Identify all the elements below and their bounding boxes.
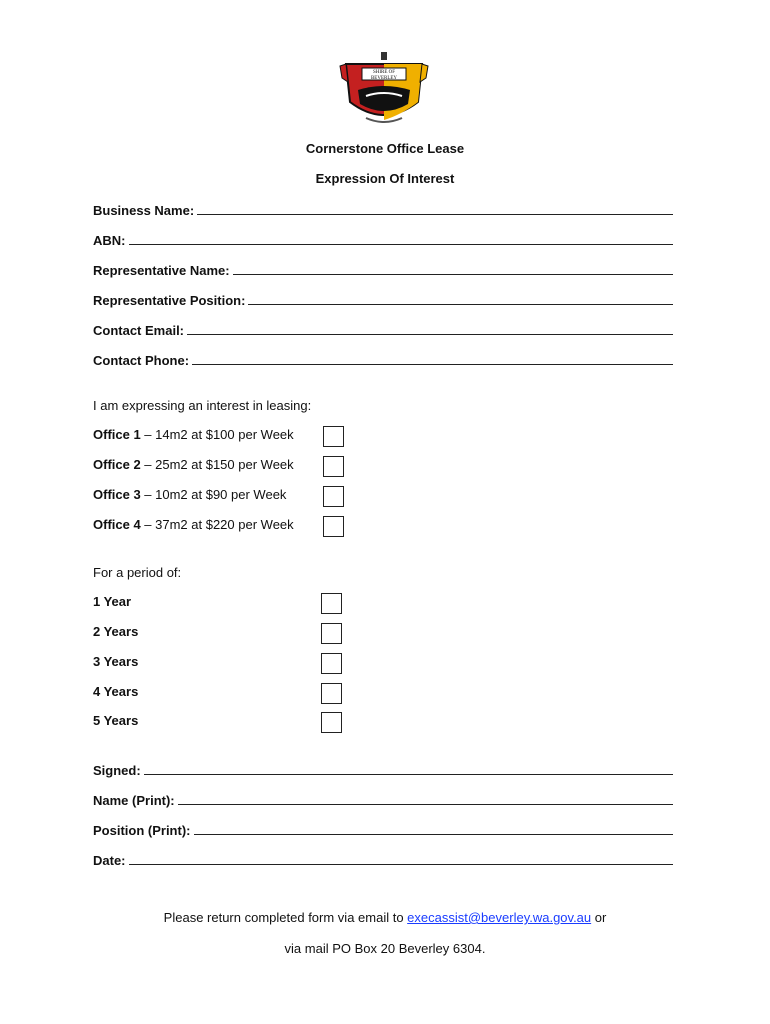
period-5-checkbox[interactable] (321, 712, 342, 733)
name-print-line[interactable] (178, 792, 673, 805)
office-2-desc: – 25m2 at $150 per Week (140, 457, 294, 472)
office-option-1 (93, 427, 294, 442)
signed-field[interactable] (93, 760, 673, 778)
office-2-checkbox[interactable] (323, 456, 344, 477)
representative-position-line[interactable] (248, 292, 673, 305)
contact-phone-label: Contact Phone: (93, 353, 190, 368)
representative-position-field[interactable] (93, 290, 673, 308)
abn-label: ABN: (93, 233, 126, 248)
contact-phone-line[interactable] (192, 352, 673, 365)
representative-position-label: Representative Position: (93, 293, 246, 308)
representative-name-line[interactable] (233, 262, 673, 275)
office-2-name: Office 2 (93, 457, 141, 472)
name-print-label: Name (Print): (93, 793, 175, 808)
office-4-name: Office 4 (93, 517, 141, 532)
period-option-2: 2 Years (93, 624, 139, 639)
contact-phone-field[interactable] (93, 350, 673, 368)
office-option-4 (93, 517, 294, 532)
abn-field[interactable] (93, 230, 673, 248)
signed-line[interactable] (144, 762, 673, 775)
business-name-field[interactable] (93, 200, 673, 218)
period-option-1: 1 Year (93, 594, 132, 609)
date-line[interactable] (129, 852, 673, 865)
office-1-name: Office 1 (93, 427, 141, 442)
representative-name-label: Representative Name: (93, 263, 230, 278)
contact-email-label: Contact Email: (93, 323, 185, 338)
business-name-label: Business Name: (93, 203, 195, 218)
page-subtitle: Expression Of Interest (315, 171, 455, 186)
office-1-checkbox[interactable] (323, 426, 344, 447)
contact-email-line[interactable] (187, 322, 673, 335)
contact-email-field[interactable] (93, 320, 673, 338)
office-4-desc: – 37m2 at $220 per Week (140, 517, 294, 532)
abn-line[interactable] (129, 232, 674, 245)
page-title: Cornerstone Office Lease (305, 141, 465, 156)
period-2-checkbox[interactable] (321, 623, 342, 644)
signed-label: Signed: (93, 763, 141, 778)
period-intro: For a period of: (93, 565, 182, 580)
shire-crest-logo (336, 52, 432, 128)
position-print-field[interactable] (93, 820, 673, 838)
office-3-checkbox[interactable] (323, 486, 344, 507)
leasing-intro: I am expressing an interest in leasing: (93, 398, 312, 413)
return-instructions (0, 910, 770, 925)
period-1-checkbox[interactable] (321, 593, 342, 614)
office-option-3 (93, 487, 286, 502)
office-option-2 (93, 457, 294, 472)
period-3-checkbox[interactable] (321, 653, 342, 674)
office-4-checkbox[interactable] (323, 516, 344, 537)
office-1-desc: – 14m2 at $100 per Week (140, 427, 294, 442)
logo-text-top: SHIRE OF (372, 70, 396, 75)
business-name-line[interactable] (197, 202, 673, 215)
return-prefix: Please return completed form via email to (163, 910, 408, 925)
period-option-4: 4 Years (93, 684, 139, 699)
period-4-checkbox[interactable] (321, 683, 342, 704)
email-link[interactable]: execassist@beverley.wa.gov.au (407, 910, 592, 925)
mail-instructions: via mail PO Box 20 Beverley 6304. (284, 941, 486, 956)
representative-name-field[interactable] (93, 260, 673, 278)
position-print-label: Position (Print): (93, 823, 191, 838)
date-field[interactable] (93, 850, 673, 868)
name-print-field[interactable] (93, 790, 673, 808)
position-print-line[interactable] (194, 822, 674, 835)
office-3-name: Office 3 (93, 487, 141, 502)
date-label: Date: (93, 853, 126, 868)
office-3-desc: – 10m2 at $90 per Week (140, 487, 287, 502)
period-option-3: 3 Years (93, 654, 139, 669)
return-suffix: or (591, 910, 607, 925)
logo-text-bottom: BEVERLEY (370, 76, 398, 81)
period-option-5: 5 Years (93, 713, 139, 728)
